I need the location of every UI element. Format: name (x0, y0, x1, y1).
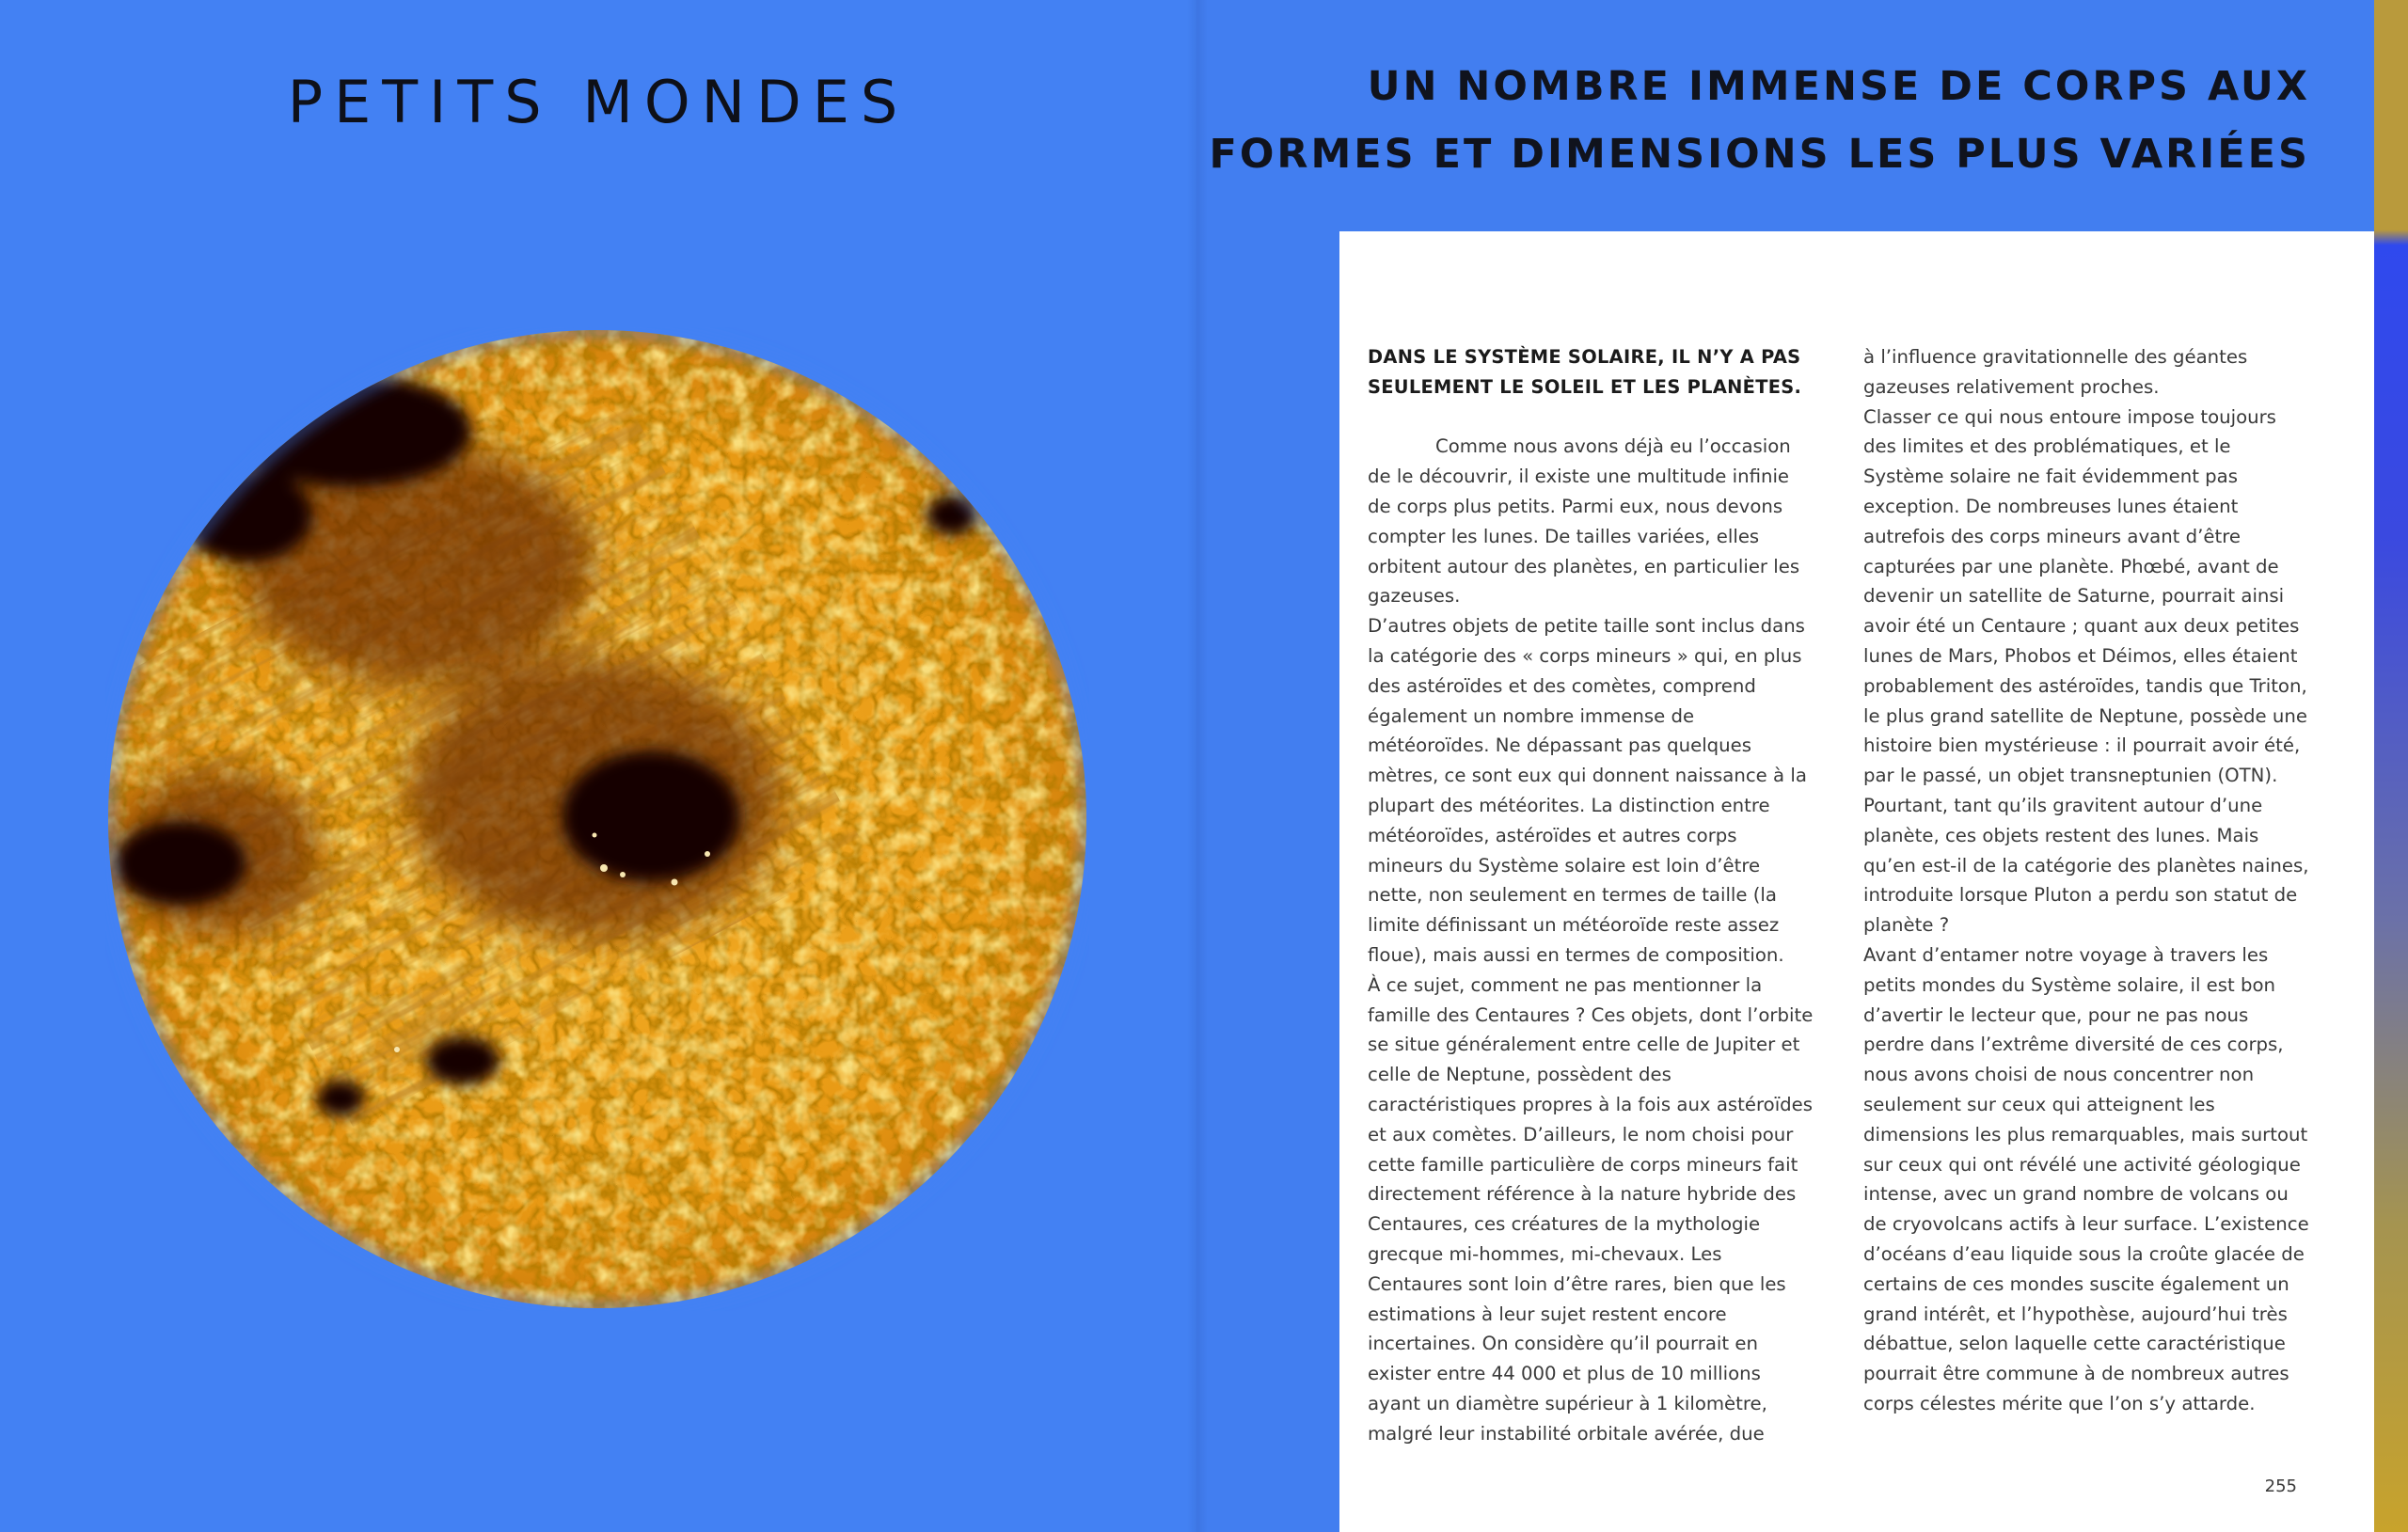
section-heading (1209, 53, 2310, 188)
body-paragraph: Avant d’entamer notre voyage à travers les petits mondes du Système solaire, il est bon d’avertir le lecteur que, pour ne pas nous perdre dans l’extrême diversité de ces corps, nous avons choisi de nous concentrer non seulement sur ceux qui atteignent les dimensions les plus remarquables, mais surtout sur ceux qui ont révélé une activité géologique intense, avec un grand nombre de volcans ou de cryovolcans actifs à leur surface. L’existence d’océans d’eau liquide sous la croûte glacée de certains de ces mondes suscite également un grand intérêt, et l’hypothèse, aujourd’hui très débattue, selon laquelle cette caractéristique pourrait être commune à de nombreux autres corps célestes mérite que l’on s’y attarde. (1863, 943, 2309, 1414)
text-column-left (1368, 342, 1815, 1448)
page-title: PETITS MONDES (287, 68, 910, 136)
lead-paragraph: DANS LE SYSTÈME SOLAIRE, IL N’Y A PAS SEULEMENT LE SOLEIL ET LES PLANÈTES. (1368, 346, 1802, 398)
page-number: 255 (2264, 1477, 2297, 1496)
body-paragraph: Classer ce qui nous entoure impose toujours des limites et des problématiques, et le Système solaire ne fait évidemment pas exception. De nombreuses lunes étaient autrefois des corps mineurs avant d’être capturées par une planète. Phœbé, avant de devenir un satellite de Saturne, pourrait ainsi avoir été un Centaure ; quant aux deux petites lunes de Mars, Phobos et Déimos, elles étaient probablement des astéroïdes, tandis que Triton, le plus grand satellite de Neptune, possède une histoire bien mystérieuse : il pourrait avoir été, par le passé, un objet transneptunien (OTN). Pourtant, tant qu’ils gravitent autour d’une planète, ces objets restent des lunes. Mais qu’en est-il de la catégorie des planètes naines, introduite lorsque Pluton a perdu son statut de planète ? (1863, 405, 2309, 937)
sun-surface-illustration (105, 327, 1089, 1311)
book-spine (1187, 0, 1208, 1532)
page-edge (2374, 0, 2408, 1532)
text-column-right (1863, 342, 2311, 1419)
body-paragraph: À ce sujet, comment ne pas mentionner la famille des Centaures ? Ces objets, dont l’orbite se situe généralement entre celle de Jupiter et celle de Neptune, possèdent des caractéristiques propres à la fois aux astéroïdes et aux comètes. D’ailleurs, le nom choisi pour cette famille particulière de corps mineurs fait directement référence à la nature hybride des Centaures, ces créatures de la mythologie grecque mi-hommes, mi-chevaux. Les Centaures sont loin d’être rares, bien que les estimations à leur sujet restent encore incertaines. On considère qu’il pourrait en exister entre 44 000 et plus de 10 millions ayant un diamètre supérieur à 1 kilomètre, malgré leur instabilité orbitale avérée, due (1368, 973, 1814, 1445)
sun-surface-image (105, 327, 1089, 1311)
section-heading-line1: UN NOMBRE IMMENSE DE CORPS AUX (1367, 63, 2310, 110)
section-heading-line2: FORMES ET DIMENSIONS LES PLUS VARIÉES (1209, 131, 2310, 178)
text-panel (1339, 231, 2374, 1532)
body-paragraph: à l’influence gravitationnelle des géantes gazeuses relativement proches. (1863, 346, 2248, 398)
left-page (0, 0, 1196, 1532)
body-paragraph: D’autres objets de petite taille sont inclus dans la catégorie des « corps mineurs » qui, en plus des astéroïdes et des comètes, comprend également un nombre immense de météoroïdes. Ne dépassant pas quelques mètres, ce sont eux qui donnent naissance à la plupart des météorites. La distinction entre météoroïdes, astéroïdes et autres corps mineurs du Système solaire est loin d’être nette, non seulement en termes de taille (la limite définissant un météoroïde reste assez floue), mais aussi en termes de composition. (1368, 615, 1807, 966)
body-paragraph: Comme nous avons déjà eu l’occasion de le découvrir, il existe une multitude infinie de corps plus petits. Parmi eux, nous devons compter les lunes. De tailles variées, elles orbitent autour des planètes, en particulier les gazeuses. (1368, 435, 1800, 608)
